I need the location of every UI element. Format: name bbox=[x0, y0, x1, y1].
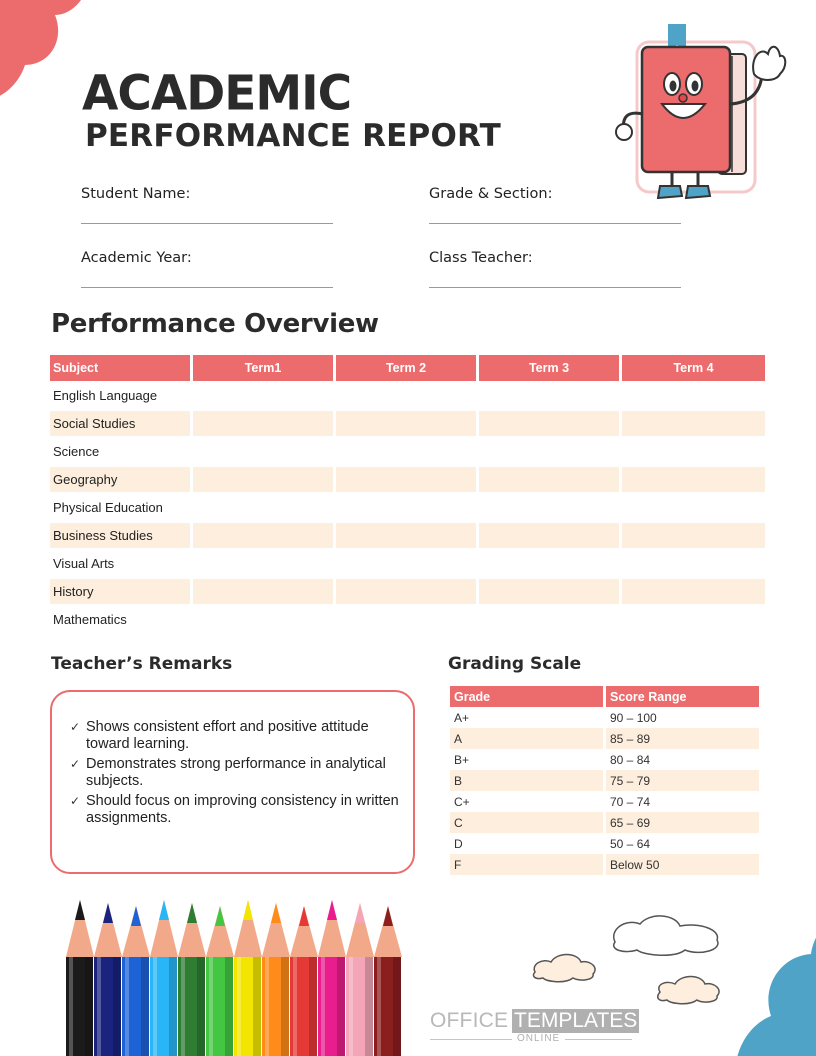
pencil bbox=[318, 900, 346, 1056]
term2-cell[interactable] bbox=[336, 579, 476, 604]
class-teacher-line bbox=[429, 287, 681, 288]
subject-cell: Social Studies bbox=[50, 411, 190, 436]
remark-item bbox=[70, 719, 399, 753]
score-range-cell: 75 – 79 bbox=[606, 770, 759, 791]
term4-cell[interactable] bbox=[622, 579, 765, 604]
pencil bbox=[374, 906, 402, 1056]
column-header-grade: Grade bbox=[450, 686, 603, 707]
grade-cell: B bbox=[450, 770, 603, 791]
teachers-remarks-heading: Teacher’s Remarks bbox=[51, 654, 233, 674]
pencil bbox=[290, 906, 318, 1056]
term1-cell[interactable] bbox=[193, 495, 333, 520]
term3-cell[interactable] bbox=[479, 607, 619, 632]
subject-cell: English Language bbox=[53, 388, 158, 403]
grade-cell: A bbox=[450, 728, 603, 749]
pencil bbox=[262, 903, 290, 1056]
column-header-subject: Subject bbox=[50, 355, 190, 381]
class-teacher-field[interactable] bbox=[429, 250, 681, 266]
subject-cell: Physical Education bbox=[53, 500, 163, 515]
blue-blob-decoration bbox=[736, 916, 816, 1056]
table-row bbox=[450, 812, 759, 833]
subject-cell: Mathematics bbox=[53, 612, 127, 627]
table-row bbox=[450, 833, 759, 854]
term3-cell[interactable] bbox=[479, 523, 619, 548]
table-row bbox=[50, 383, 765, 411]
remark-item bbox=[70, 756, 399, 790]
pencil bbox=[94, 903, 122, 1056]
academic-year-line bbox=[81, 287, 333, 288]
term2-cell[interactable] bbox=[336, 551, 476, 576]
table-row bbox=[50, 579, 765, 607]
term2-cell[interactable] bbox=[336, 411, 476, 436]
score-range-cell: 90 – 100 bbox=[610, 710, 657, 725]
term1-cell[interactable] bbox=[193, 607, 333, 632]
office-templates-logo bbox=[430, 1009, 638, 1047]
performance-table-header bbox=[50, 355, 765, 383]
term1-cell[interactable] bbox=[193, 439, 333, 464]
term1-cell[interactable] bbox=[193, 411, 333, 436]
colored-pencils-icon bbox=[64, 895, 409, 1056]
term2-cell[interactable] bbox=[336, 607, 476, 632]
subject-cell: Business Studies bbox=[50, 523, 190, 548]
title-line-1: ACADEMIC bbox=[82, 65, 352, 122]
term4-cell[interactable] bbox=[622, 467, 765, 492]
term2-cell[interactable] bbox=[336, 383, 476, 408]
term2-cell[interactable] bbox=[336, 467, 476, 492]
term3-cell[interactable] bbox=[479, 411, 619, 436]
term1-cell[interactable] bbox=[193, 523, 333, 548]
term1-cell[interactable] bbox=[193, 383, 333, 408]
term1-cell[interactable] bbox=[193, 551, 333, 576]
column-header-term4: Term 4 bbox=[622, 355, 765, 381]
pencil bbox=[178, 903, 206, 1056]
table-row bbox=[450, 854, 759, 875]
pencil bbox=[66, 900, 94, 1056]
column-header-term3: Term 3 bbox=[479, 355, 619, 381]
student-name-label: Student Name: bbox=[81, 186, 191, 202]
pencil bbox=[346, 903, 374, 1056]
coral-blob-decoration bbox=[0, 0, 90, 110]
term4-cell[interactable] bbox=[622, 439, 765, 464]
remark-text: Shows consistent effort and positive attitude toward learning. bbox=[86, 719, 369, 752]
table-row bbox=[450, 791, 759, 812]
grading-scale-table bbox=[450, 686, 759, 875]
performance-overview-heading: Performance Overview bbox=[51, 309, 379, 339]
grading-table-header bbox=[450, 686, 759, 707]
remark-item bbox=[70, 793, 399, 827]
student-name-field[interactable] bbox=[81, 186, 333, 202]
remark-text: Should focus on improving consistency in written assignments. bbox=[86, 793, 399, 826]
term4-cell[interactable] bbox=[622, 607, 765, 632]
logo-word-office: OFFICE bbox=[430, 1009, 509, 1032]
logo-word-templates: TEMPLATES bbox=[514, 1009, 638, 1032]
subject-cell: History bbox=[50, 579, 190, 604]
term1-cell[interactable] bbox=[193, 579, 333, 604]
performance-table bbox=[50, 355, 765, 635]
pencil bbox=[150, 900, 178, 1056]
score-range-cell: Below 50 bbox=[606, 854, 759, 875]
book-mascot-icon bbox=[610, 14, 800, 214]
grade-cell: B+ bbox=[454, 752, 470, 767]
check-icon: ✓ bbox=[70, 794, 81, 808]
score-range-cell: 85 – 89 bbox=[606, 728, 759, 749]
pencil bbox=[122, 906, 150, 1056]
term3-cell[interactable] bbox=[479, 383, 619, 408]
term3-cell[interactable] bbox=[479, 551, 619, 576]
subject-cell: Science bbox=[53, 444, 100, 459]
term1-cell[interactable] bbox=[193, 467, 333, 492]
grade-section-field[interactable] bbox=[429, 186, 681, 202]
table-row bbox=[50, 467, 765, 495]
remark-text: Demonstrates strong performance in analytical subjects. bbox=[86, 756, 386, 789]
term4-cell[interactable] bbox=[622, 523, 765, 548]
table-row bbox=[50, 551, 765, 579]
term4-cell[interactable] bbox=[622, 383, 765, 408]
grade-section-line bbox=[429, 223, 681, 224]
term4-cell[interactable] bbox=[622, 551, 765, 576]
term2-cell[interactable] bbox=[336, 523, 476, 548]
score-range-cell: 65 – 69 bbox=[606, 812, 759, 833]
grading-scale-heading: Grading Scale bbox=[448, 654, 582, 674]
grade-cell: D bbox=[454, 836, 463, 851]
term2-cell[interactable] bbox=[336, 495, 476, 520]
table-row bbox=[50, 495, 765, 523]
table-row bbox=[50, 439, 765, 467]
subject-cell: Geography bbox=[50, 467, 190, 492]
clouds-icon bbox=[525, 910, 735, 1010]
grade-cell: A+ bbox=[454, 710, 470, 725]
grade-section-label: Grade & Section: bbox=[429, 186, 553, 202]
term3-cell[interactable] bbox=[479, 439, 619, 464]
term4-cell[interactable] bbox=[622, 495, 765, 520]
check-icon: ✓ bbox=[70, 757, 81, 771]
table-row bbox=[50, 411, 765, 439]
term3-cell[interactable] bbox=[479, 467, 619, 492]
table-row bbox=[450, 770, 759, 791]
table-row bbox=[450, 728, 759, 749]
score-range-cell: 80 – 84 bbox=[610, 752, 651, 767]
academic-year-field[interactable] bbox=[81, 250, 333, 266]
title-line-2: PERFORMANCE REPORT bbox=[85, 118, 502, 154]
pencil bbox=[206, 906, 234, 1056]
pencil bbox=[234, 900, 262, 1056]
student-name-line bbox=[81, 223, 333, 224]
term4-cell[interactable] bbox=[622, 411, 765, 436]
table-row bbox=[450, 749, 759, 770]
table-row bbox=[450, 707, 759, 728]
subject-cell: Visual Arts bbox=[53, 556, 115, 571]
remarks-box bbox=[50, 690, 415, 874]
term2-cell[interactable] bbox=[336, 439, 476, 464]
column-header-score-range: Score Range bbox=[606, 686, 759, 707]
score-range-cell: 50 – 64 bbox=[610, 836, 651, 851]
academic-year-label: Academic Year: bbox=[81, 250, 192, 266]
table-row bbox=[50, 607, 765, 635]
term3-cell[interactable] bbox=[479, 579, 619, 604]
grade-cell: F bbox=[450, 854, 603, 875]
grade-cell: C+ bbox=[454, 794, 470, 809]
table-row bbox=[50, 523, 765, 551]
logo-word-online: ONLINE bbox=[512, 1033, 565, 1044]
score-range-cell: 70 – 74 bbox=[610, 794, 651, 809]
class-teacher-label: Class Teacher: bbox=[429, 250, 533, 266]
grade-cell: C bbox=[450, 812, 603, 833]
column-header-term1: Term1 bbox=[193, 355, 333, 381]
term3-cell[interactable] bbox=[479, 495, 619, 520]
check-icon: ✓ bbox=[70, 720, 81, 734]
column-header-term2: Term 2 bbox=[336, 355, 476, 381]
